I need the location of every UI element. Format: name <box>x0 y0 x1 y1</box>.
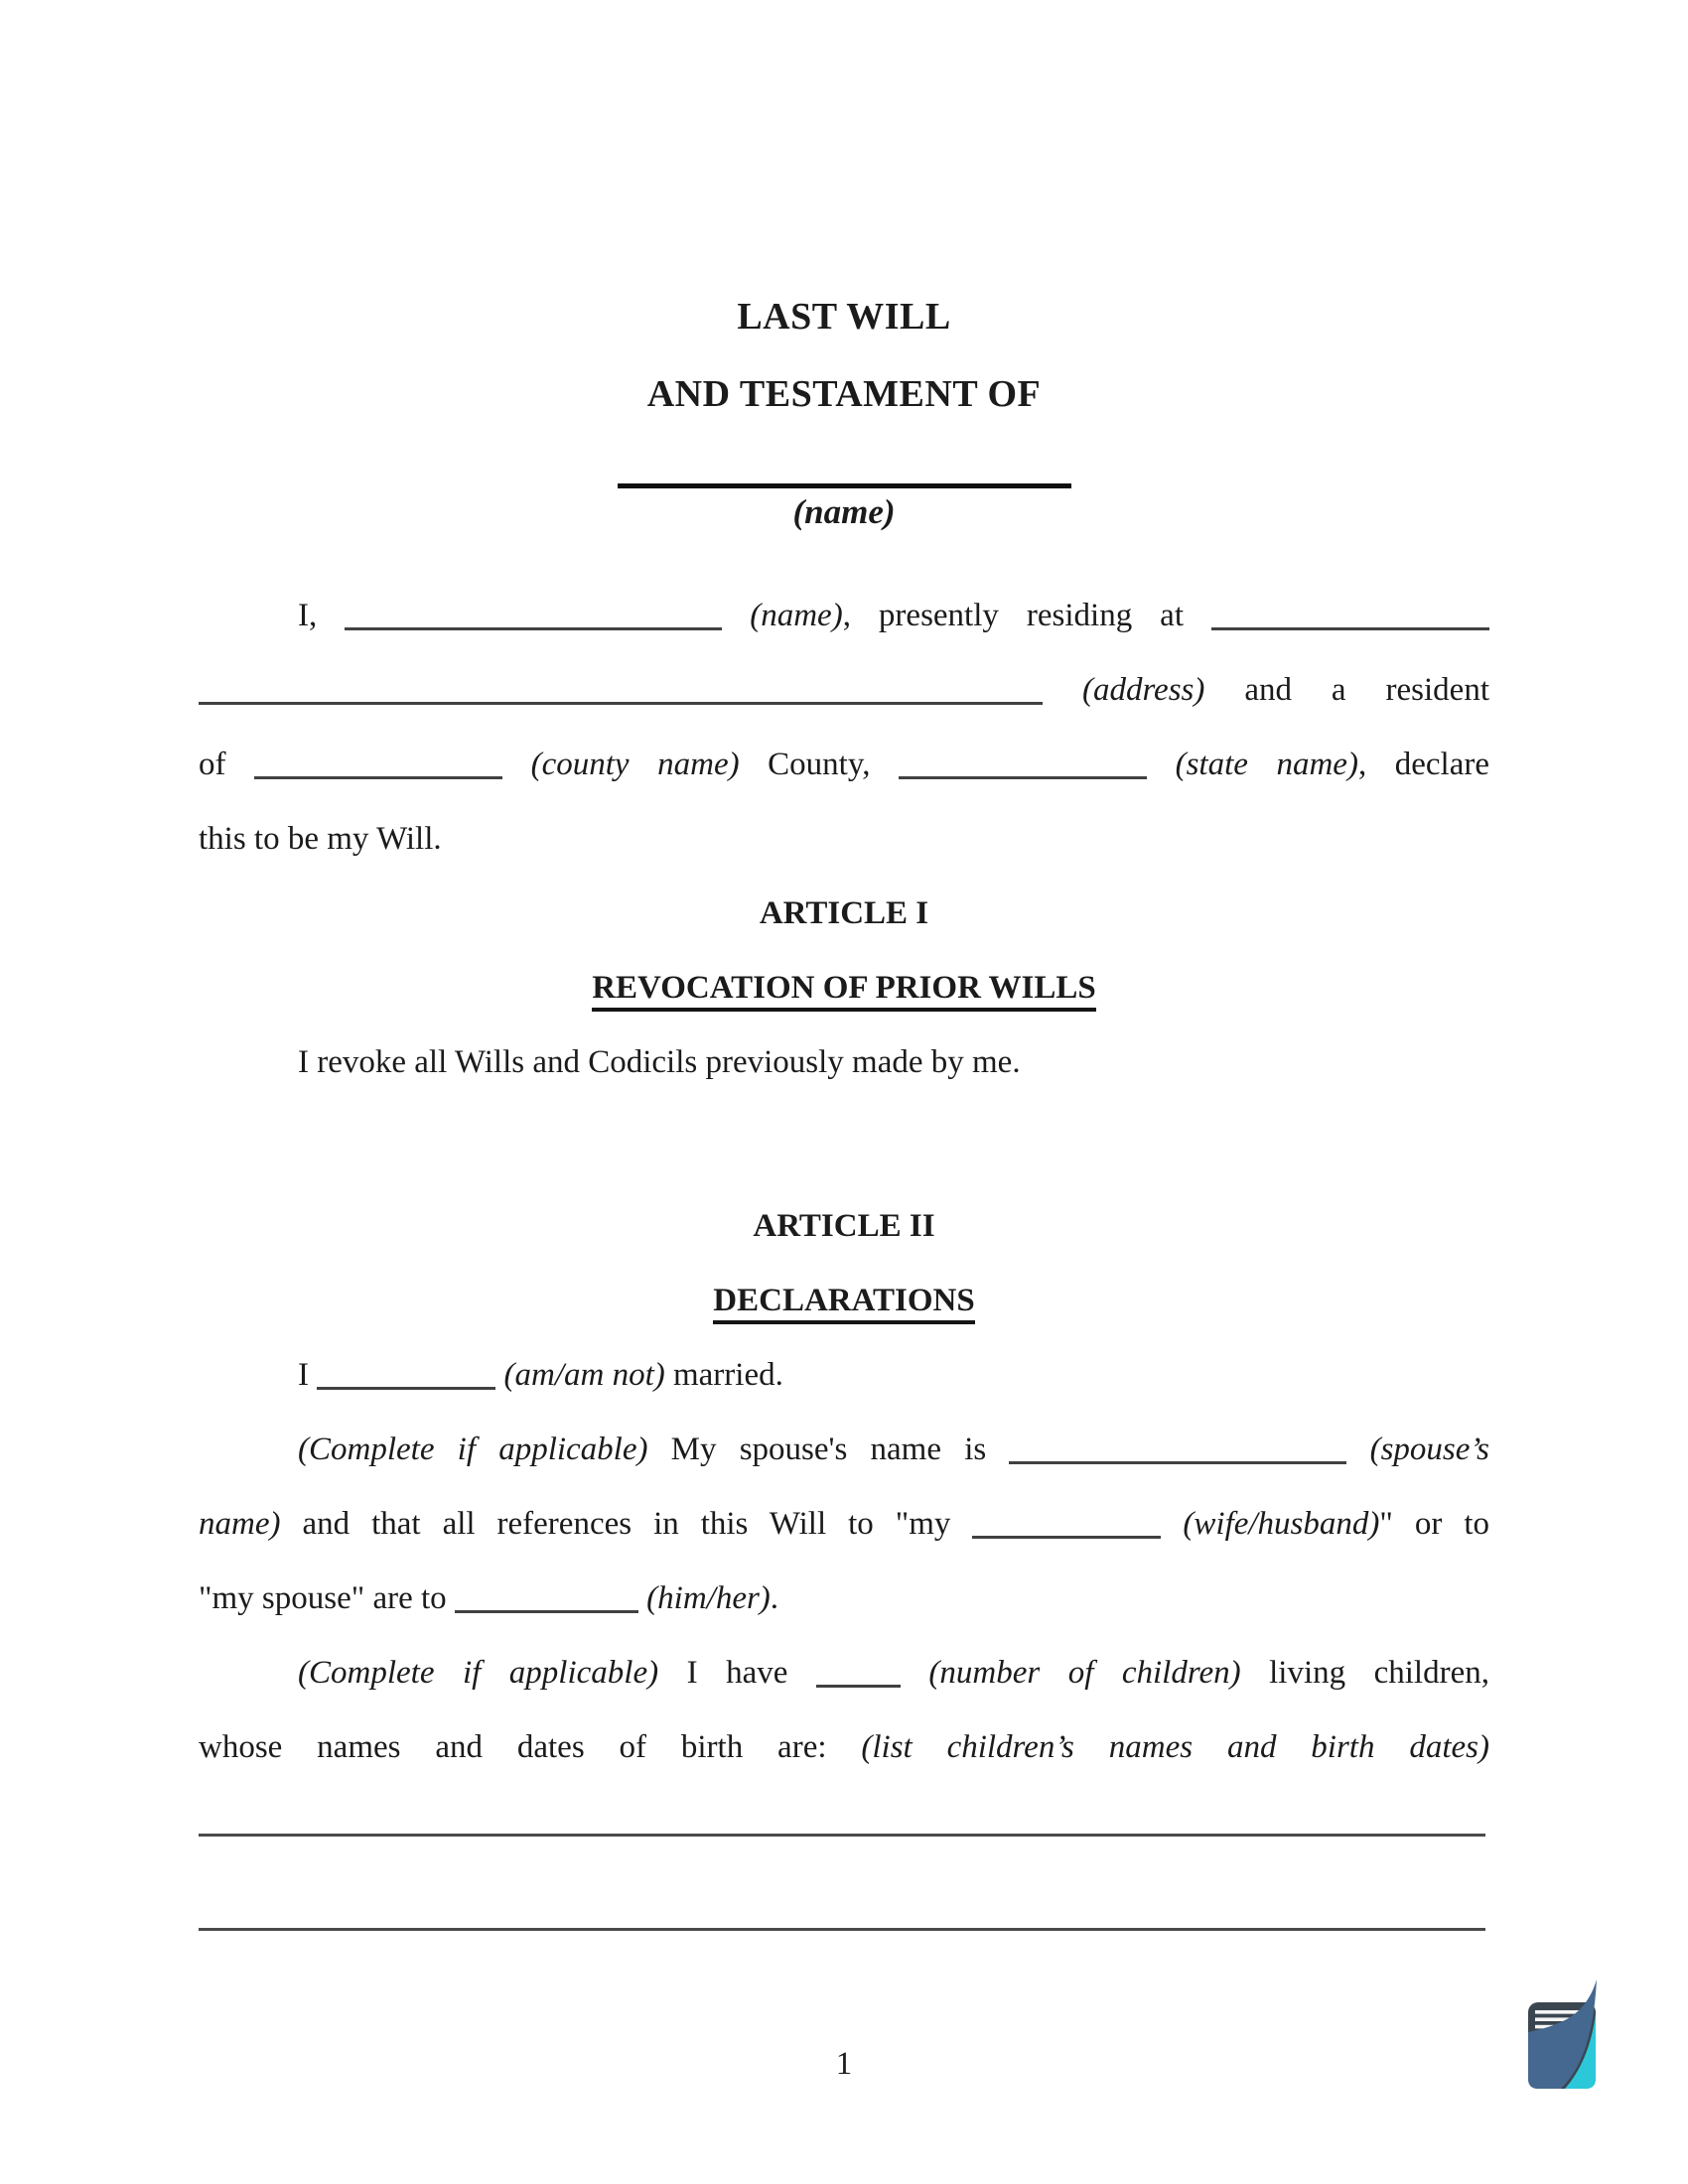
blank-field <box>317 1360 495 1390</box>
children-line-2 <box>199 1710 1489 1785</box>
body-text: REVOCATION OF PRIOR WILLS <box>592 970 1096 1012</box>
page-number: 1 <box>835 2046 853 2082</box>
blank-field <box>816 1658 901 1688</box>
children-line-1 <box>199 1636 1489 1710</box>
hint-text: (spouse’s <box>1346 1432 1489 1467</box>
body-text: and that all references in this Will to "my <box>280 1506 973 1542</box>
opening-line-4 <box>199 802 1489 877</box>
body-text: ARTICLE I <box>759 895 929 931</box>
hint-text: (state name) <box>1147 747 1358 782</box>
document-page-curl-logo <box>1525 1979 1601 2091</box>
title-line-1 <box>199 278 1489 355</box>
spouse-line-1 <box>199 1413 1489 1487</box>
body-text: living children, <box>1240 1655 1489 1691</box>
body-text: I <box>298 1357 318 1393</box>
hint-text: (list children’s names and birth dates) <box>861 1729 1489 1765</box>
opening-line-3 <box>199 728 1489 802</box>
children-fill-line-1 <box>199 1785 1489 1859</box>
hint-text: (address) <box>1043 672 1205 708</box>
body-text: and a resident <box>1204 672 1489 708</box>
hint-text: (Complete if applicable) <box>298 1655 659 1691</box>
spouse-line-3 <box>199 1562 1489 1636</box>
blank-field <box>972 1509 1161 1539</box>
blank-field <box>345 601 722 630</box>
body-text: County, <box>739 747 900 782</box>
body-text: I have <box>658 1655 816 1691</box>
blank-field <box>455 1583 638 1613</box>
body-text: ARTICLE II <box>753 1208 935 1244</box>
article-2-heading <box>199 1189 1489 1264</box>
article-2-subheading <box>199 1264 1489 1338</box>
article-1-heading <box>199 877 1489 951</box>
body-text: , declare <box>1357 747 1489 782</box>
hint-text: (am/am not) <box>495 1357 665 1393</box>
body-text: " or to <box>1379 1506 1489 1542</box>
body-text: , presently residing at <box>842 598 1211 633</box>
blank-field <box>1211 601 1489 630</box>
revocation-clause <box>199 1025 1489 1100</box>
body-text: married. <box>664 1357 783 1393</box>
body-text: I, <box>298 598 346 633</box>
body-text: DECLARATIONS <box>713 1283 974 1324</box>
hint-text: (Complete if applicable) <box>298 1432 648 1467</box>
spouse-line-2 <box>199 1487 1489 1562</box>
blank-field <box>254 750 502 779</box>
body-text: "my spouse" are to <box>199 1580 455 1616</box>
body-text: of <box>199 747 255 782</box>
blank-field <box>1009 1434 1346 1464</box>
blank-field <box>199 1807 1485 1837</box>
opening-line-2 <box>199 653 1489 728</box>
body-text: this to be my Will. <box>199 821 442 857</box>
title-line-2 <box>199 355 1489 433</box>
children-fill-line-2 <box>199 1879 1489 1954</box>
article-1-subheading <box>199 951 1489 1025</box>
hint-text: (name) <box>722 598 843 633</box>
title-name-caption <box>199 488 1489 536</box>
body-text: My spouse's name is <box>647 1432 1010 1467</box>
hint-text: (him/her) <box>637 1580 771 1616</box>
blank-field <box>899 750 1147 779</box>
hint-text: (county name) <box>502 747 740 782</box>
body-text: (name) <box>792 492 896 531</box>
body-text: LAST WILL <box>737 296 951 338</box>
body-text: . <box>770 1580 779 1616</box>
body-text: whose names and dates of birth are: <box>199 1729 862 1765</box>
hint-text: name) <box>199 1506 281 1542</box>
hint-text: (wife/husband) <box>1161 1506 1380 1542</box>
body-text: AND TESTAMENT OF <box>646 373 1042 415</box>
opening-line-1 <box>199 579 1489 653</box>
hint-text: (number of children) <box>900 1655 1241 1691</box>
body-text: I revoke all Wills and Codicils previously made by me. <box>298 1044 1021 1080</box>
document-content <box>199 0 1489 1954</box>
marital-status-line <box>199 1338 1489 1413</box>
blank-field <box>199 675 1043 705</box>
section-spacer <box>199 1100 1489 1189</box>
blank-field <box>199 1901 1485 1931</box>
